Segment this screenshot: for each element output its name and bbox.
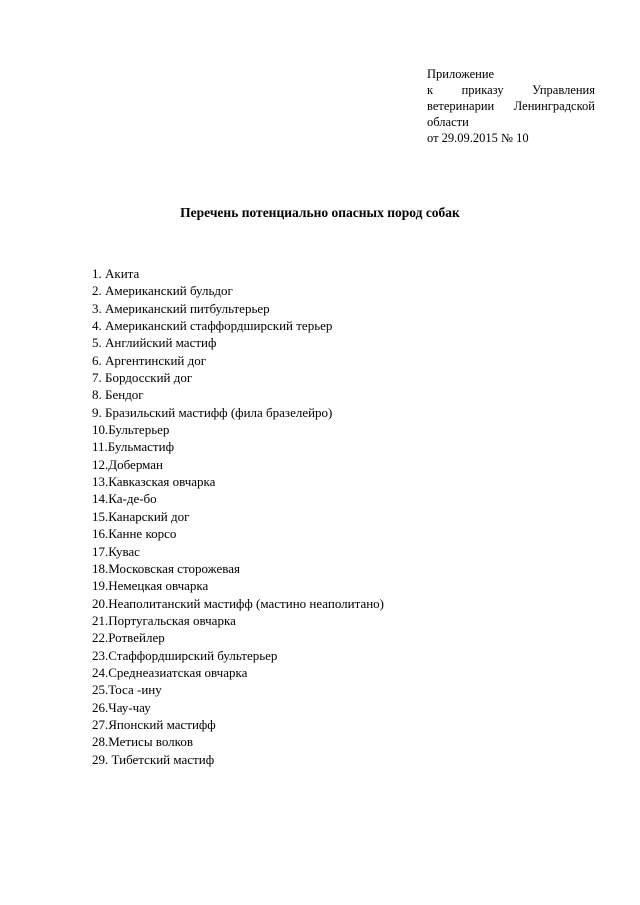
- list-item: 28.Метисы волков: [92, 734, 193, 750]
- list-item: 6. Аргентинский дог: [92, 352, 207, 368]
- list-item: 20.Неаполитанский мастифф (мастино неаполитано): [92, 595, 385, 611]
- annex-department-line: [427, 98, 595, 114]
- list-item: 3. Американский питбультерьер: [92, 300, 270, 316]
- list-item: 22.Ротвейлер: [92, 630, 165, 646]
- list-item: 25.Тоса -ину: [92, 682, 162, 698]
- list-item: 23.Стаффордширский бультерьер: [92, 647, 278, 663]
- annex-date-number: от 29.09.2015 № 10: [427, 131, 529, 145]
- list-item: 15.Канарский дог: [92, 508, 190, 524]
- list-item: 1. Акита: [92, 266, 140, 281]
- list-item: 9. Бразильский мастифф (фила бразелейро): [92, 404, 333, 420]
- list-item: 12.Доберман: [92, 456, 163, 472]
- list-item: 17.Кувас: [92, 543, 140, 559]
- annex-word: Ленинградской: [513, 99, 595, 113]
- list-item: 29. Тибетский мастиф: [92, 751, 215, 767]
- list-item: 8. Бендог: [92, 387, 144, 403]
- list-item: 7. Бордосский дог: [92, 370, 193, 386]
- list-item: 21.Португальская овчарка: [92, 612, 236, 628]
- list-item: 26.Чау-чау: [92, 699, 151, 715]
- list-item: 11.Бульмастиф: [92, 439, 174, 455]
- list-item: 14.Ка-де-бо: [92, 491, 157, 507]
- list-item: 18.Московская сторожевая: [92, 560, 240, 576]
- annex-word: Управления: [532, 83, 595, 97]
- breed-list: [92, 265, 384, 768]
- annex-order-line: [427, 82, 595, 98]
- document-title: Перечень потенциально опасных пород собак: [180, 205, 460, 220]
- annex-word: к: [427, 83, 434, 97]
- list-item: 16.Канне корсо: [92, 526, 177, 542]
- annex-header: [427, 66, 595, 146]
- list-item: 13.Кавказская овчарка: [92, 474, 216, 490]
- list-item: 19.Немецкая овчарка: [92, 578, 209, 594]
- list-item: 4. Американский стаффордширский терьер: [92, 318, 333, 334]
- annex-label: Приложение: [427, 67, 495, 81]
- list-item: 2. Американский бульдог: [92, 283, 233, 299]
- annex-word: ветеринарии: [427, 99, 495, 113]
- annex-word: приказу: [461, 83, 504, 97]
- list-item: 27.Японский мастифф: [92, 716, 216, 732]
- list-item: 5. Английский мастиф: [92, 335, 217, 351]
- list-item: 10.Бультерьер: [92, 422, 170, 438]
- annex-region-line: области: [427, 115, 469, 129]
- list-item: 24.Среднеазиатская овчарка: [92, 664, 248, 680]
